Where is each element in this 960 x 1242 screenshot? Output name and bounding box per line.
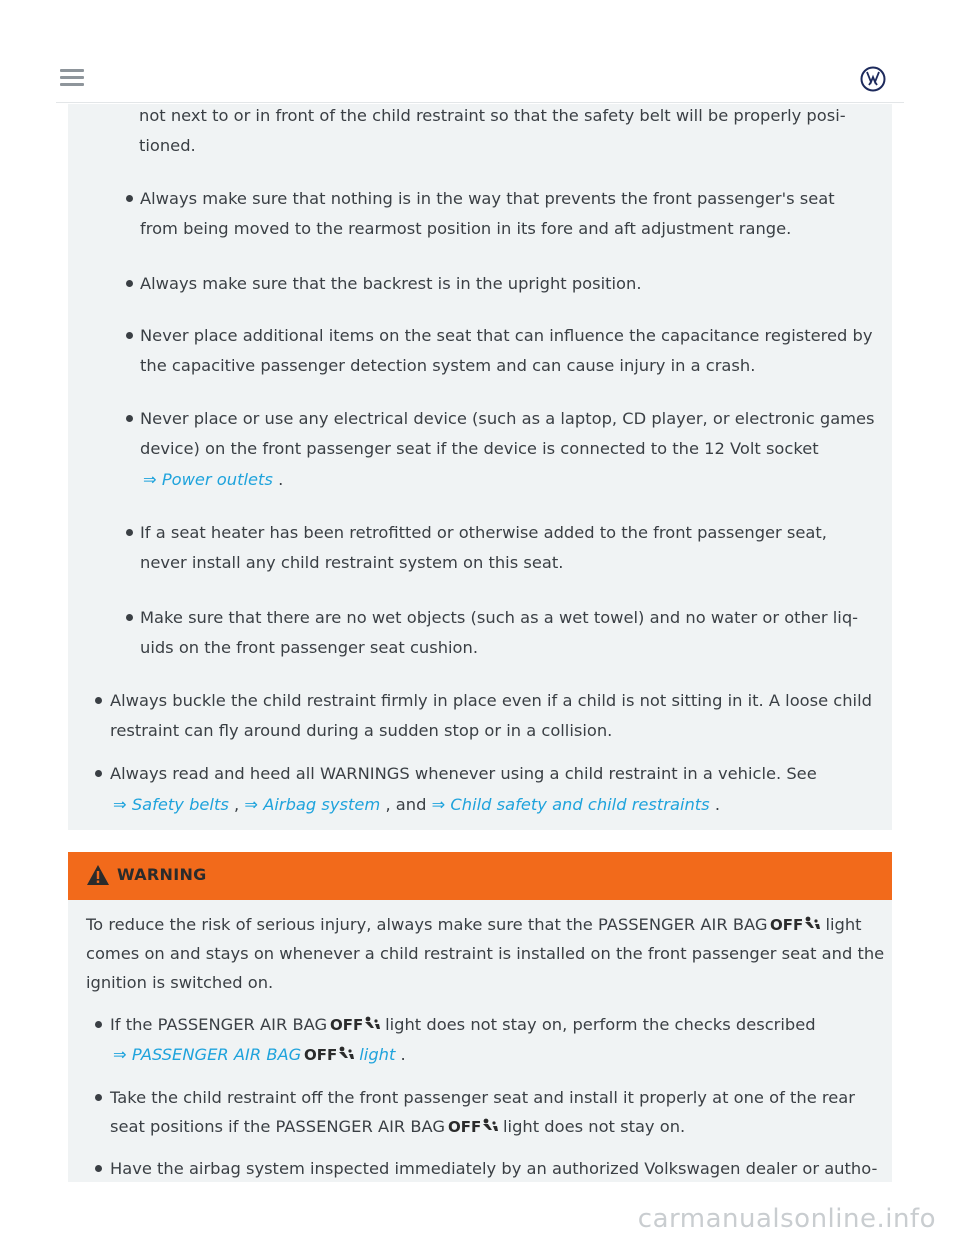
list-item-text: Always make sure that the backrest is in the upright position. <box>140 274 642 293</box>
svg-text:OFF: OFF <box>304 1046 338 1063</box>
hamburger-menu-icon[interactable] <box>58 66 88 92</box>
warning-paragraph-line: ignition is switched on. <box>86 973 274 992</box>
list-item-text: Always make sure that nothing is in the way that prevents the front passenger's seat <box>140 189 835 208</box>
warning-paragraph-line: comes on and stays on whenever a child restraint is installed on the front passenger seat and the <box>86 944 885 963</box>
punctuation: , <box>234 795 240 814</box>
punctuation: . <box>278 470 284 489</box>
warning-text: light <box>825 915 862 934</box>
warning-title: WARNING <box>117 865 207 884</box>
bullet-dot <box>126 614 133 621</box>
bullet-dot <box>126 415 133 422</box>
list-item-text <box>143 470 283 490</box>
top-bar <box>0 0 960 104</box>
airbag-system-link[interactable]: ⇒ Airbag system <box>244 795 381 814</box>
bullet-dot <box>126 195 133 202</box>
notes-intro-line: not next to or in front of the child restraint so that the safety belt will be properly posi- <box>139 106 846 125</box>
power-outlets-link[interactable]: ⇒ Power outlets <box>143 470 273 489</box>
watermark: carmanualsonline.info <box>637 1204 936 1234</box>
bullet-dot <box>126 529 133 536</box>
warning-triangle-icon <box>86 864 110 886</box>
list-item-text: Always buckle the child restraint firmly in place even if a child is not sitting in it. A loose child <box>110 691 872 710</box>
list-item-text: Always read and heed all WARNINGS whenever using a child restraint in a vehicle. See <box>110 764 817 783</box>
svg-text:OFF: OFF <box>330 1016 364 1033</box>
passenger-airbag-off-icon <box>770 915 822 933</box>
list-item-text: Never place or use any electrical device (such as a laptop, CD player, or electronic games <box>140 409 875 428</box>
list-item-text: Never place additional items on the seat that can influence the capacitance registered by <box>140 326 873 345</box>
bullet-dot <box>95 1021 102 1028</box>
list-item-text: Make sure that there are no wet objects (such as a wet towel) and no water or other liq- <box>140 608 859 627</box>
warning-text: light does not stay on. <box>503 1117 686 1136</box>
punctuation: . <box>400 1045 406 1064</box>
warning-text: If the PASSENGER AIR BAG <box>110 1015 328 1034</box>
bullet-dot <box>95 770 102 777</box>
header-divider <box>56 102 904 103</box>
vw-logo-icon[interactable] <box>860 66 886 92</box>
bullet-dot <box>126 280 133 287</box>
passenger-airbag-light-link[interactable]: ⇒ PASSENGER AIR BAG OFF light <box>113 1045 396 1064</box>
list-item-text <box>110 1015 816 1035</box>
list-item-text <box>113 795 720 815</box>
list-item-text: uids on the front passenger seat cushion. <box>140 638 479 657</box>
bullet-dot <box>95 697 102 704</box>
list-item-text: If a seat heater has been retrofitted or otherwise added to the front passenger seat, <box>140 523 827 542</box>
punctuation: . <box>714 795 721 814</box>
child-safety-link[interactable]: ⇒ Child safety and child restraints <box>431 795 710 814</box>
warning-text: To reduce the risk of serious injury, always make sure that the PASSENGER AIR BAG <box>86 915 768 934</box>
list-item-text: Take the child restraint off the front passenger seat and install it properly at one of the rear <box>110 1088 855 1107</box>
passenger-airbag-off-icon <box>330 1015 382 1033</box>
list-item-text: never install any child restraint system on this seat. <box>140 553 564 572</box>
list-item-text <box>110 1117 685 1137</box>
warning-paragraph-line <box>86 915 862 935</box>
warning-text: light does not stay on, perform the checks described <box>385 1015 816 1034</box>
list-item-text: from being moved to the rearmost position in its fore and aft adjustment range. <box>140 219 792 238</box>
list-item-text: device) on the front passenger seat if the device is connected to the 12 Volt socket <box>140 439 819 458</box>
passenger-airbag-off-icon <box>448 1117 500 1135</box>
notes-intro-line: tioned. <box>139 136 196 155</box>
bullet-dot <box>95 1094 102 1101</box>
list-item-text: the capacitive passenger detection system and can cause injury in a crash. <box>140 356 756 375</box>
list-item-text: Have the airbag system inspected immediately by an authorized Volkswagen dealer or autho- <box>110 1159 878 1178</box>
punctuation: , and <box>385 795 427 814</box>
warning-text: seat positions if the PASSENGER AIR BAG <box>110 1117 446 1136</box>
list-item-text: restraint can fly around during a sudden stop or in a collision. <box>110 721 613 740</box>
bullet-dot <box>95 1165 102 1172</box>
passenger-airbag-off-icon <box>304 1045 356 1063</box>
safety-belts-link[interactable]: ⇒ Safety belts <box>113 795 229 814</box>
bullet-dot <box>126 332 133 339</box>
list-item-text <box>113 1045 406 1065</box>
svg-text:OFF: OFF <box>770 916 804 933</box>
svg-text:OFF: OFF <box>448 1118 482 1135</box>
